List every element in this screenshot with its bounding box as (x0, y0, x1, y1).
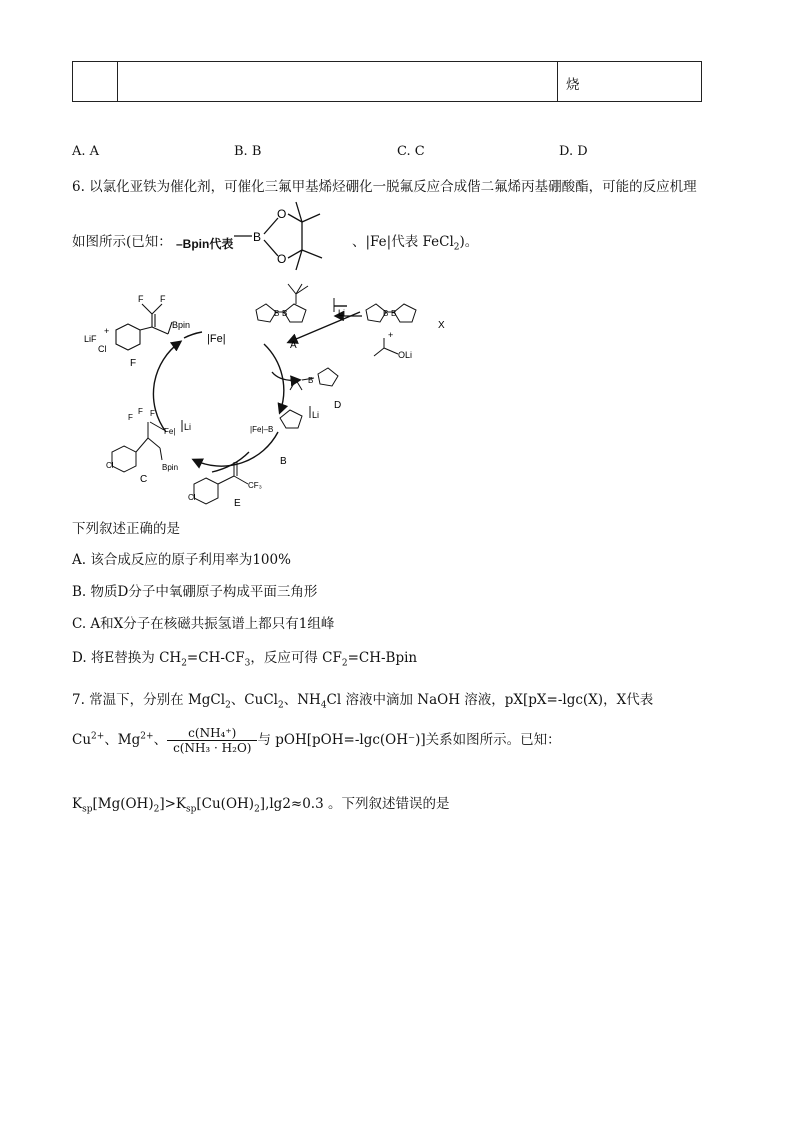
q6-choice-a: A. 该合成反应的原子利用率为100% (72, 552, 291, 568)
q7-cu: Cu (72, 732, 92, 748)
arrow-to-d (272, 372, 299, 380)
species-b-structure (280, 406, 310, 428)
q7-sep: 、 (153, 732, 168, 748)
q7-stem-line1 (72, 688, 653, 711)
x-oli: OLi (398, 350, 413, 360)
frac-den: c(NH₃ · H₂O) (173, 741, 252, 755)
arc-b-to-c (194, 432, 278, 466)
choice-d-mid: =CH-CF (186, 650, 245, 666)
q6-stem-line1: 6. 以氯化亚铁为催化剂，可催化三氟甲基烯烃硼化一脱氟反应合成偕二氟烯丙基硼酸酯，可能的反应机理 (72, 179, 697, 195)
c-f3: F (150, 409, 155, 418)
q7-l1a: 7. 常温下，分别在 MgCl (72, 692, 226, 708)
label-c: C (140, 474, 148, 485)
a-li: Li (338, 308, 346, 318)
ksp-sub-2: sp (186, 804, 197, 815)
q7-l1c: 、NH (283, 692, 321, 708)
bpin-b: B (253, 230, 262, 244)
q7-l1d: Cl 溶液中滴加 NaOH 溶液，pX[pX=-lgc(X)，X代表 (326, 692, 654, 708)
f-atom-1: F (138, 294, 144, 304)
plus-sign: + (104, 326, 110, 336)
x-b1: B (383, 309, 389, 318)
reaction-mechanism-diagram (84, 282, 464, 512)
bpin-structure (232, 196, 342, 276)
c-li: Li (184, 422, 192, 432)
choice-d-end: =CH-Bpin (347, 650, 418, 666)
x-b2: B (391, 309, 397, 318)
q7-l1b: 、CuCl (230, 692, 278, 708)
c-fe: Fe| (164, 427, 176, 436)
a-b1: B (274, 309, 280, 318)
answer-table-row (72, 61, 702, 102)
f-atom-2: F (160, 294, 166, 304)
fe-def-end: )。 (459, 234, 479, 250)
q6-ask: 下列叙述正确的是 (72, 521, 180, 537)
b-li: Li (312, 410, 320, 420)
nh4-ratio-fraction (167, 726, 257, 755)
option-a: A. A (72, 144, 100, 159)
q7-stem-line2 (72, 726, 561, 755)
table-cell-text: 烧 (566, 77, 580, 93)
sub-oh2: 2 (254, 804, 260, 815)
fe-def-sub: 2 (453, 242, 460, 253)
c-bpin: Bpin (162, 463, 179, 472)
c-cl: Cl (106, 461, 114, 470)
e-cl: Cl (188, 493, 196, 502)
q7-l2-end: 与 pOH[pOH=-lgc(OH⁻)]关系如图所示。已知： (257, 732, 561, 748)
ksp-sub-1: sp (82, 804, 93, 815)
label-a: A (290, 340, 297, 351)
option-c: C. C (397, 144, 425, 159)
sub-cu: 2 (277, 700, 284, 711)
option-b: B. B (234, 144, 262, 159)
label-f: F (130, 358, 137, 369)
q6-stem-line2-end (352, 230, 478, 253)
species-a-structure (256, 284, 334, 322)
choice-d-mid2: ，反应可得 CF (250, 650, 342, 666)
q7-mgoh: [Mg(OH) (92, 796, 154, 812)
species-d-structure (290, 368, 338, 390)
q7-stem-line3 (72, 792, 449, 815)
sup-cu: 2+ (91, 731, 105, 742)
d-b: B (308, 376, 314, 385)
table-cell-1 (73, 62, 118, 101)
option-d: D. D (559, 144, 588, 159)
arc-c-to-f (153, 342, 180, 432)
fe-center-label: |Fe| (207, 333, 226, 345)
bpin-label: –Bpin代表 (176, 237, 234, 251)
label-x: X (438, 320, 445, 331)
c-f2: F (138, 407, 143, 416)
table-cell-3 (557, 62, 701, 101)
q7-cuoh: [Cu(OH) (196, 796, 255, 812)
sub-2a: 2 (181, 658, 187, 669)
sub-oh1: 2 (153, 804, 160, 815)
cl-f: Cl (98, 344, 107, 354)
label-e: E (234, 498, 241, 509)
product-f-structure (116, 304, 172, 350)
sup-mg: 2+ (140, 731, 154, 742)
b-fe-b: |Fe|–B (250, 425, 274, 434)
q7-k1: K (72, 796, 83, 812)
q6-choice-b: B. 物质D分子中氧硼原子构成平面三角形 (72, 584, 318, 600)
choice-d-pre: D. 将E替换为 CH (72, 650, 182, 666)
q7-gt: ]>K (159, 796, 186, 812)
sub-3: 3 (244, 658, 251, 669)
a-b2: B (282, 309, 288, 318)
sub-2b: 2 (341, 658, 348, 669)
q7-mg: 、Mg (104, 732, 141, 748)
q6-stem-prefix: 如图所示(已知： (72, 234, 172, 250)
x-plus: + (388, 330, 394, 340)
e-cf3: CF₃ (248, 481, 262, 490)
c-f1: F (128, 413, 133, 422)
fe-def: 、|Fe|代表 FeCl (352, 234, 454, 250)
q6-choice-d (72, 646, 417, 669)
q6-stem-line2 (72, 230, 172, 250)
sub-nh: 4 (320, 700, 327, 711)
sub-mg: 2 (225, 700, 231, 711)
bpin-o2: O (277, 252, 287, 266)
frac-num: c(NH₄⁺) (167, 726, 257, 741)
bpin-o1: O (277, 207, 287, 221)
q6-choice-c: C. A和X分子在核磁共振氢谱上都只有1组峰 (72, 616, 335, 632)
label-d: D (334, 400, 342, 411)
label-b: B (280, 456, 287, 467)
f-bpin: Bpin (172, 320, 191, 330)
q7-l3-end: ],lg2≈0.3 。下列叙述错误的是 (259, 796, 450, 812)
lif-label: LiF (84, 334, 97, 344)
